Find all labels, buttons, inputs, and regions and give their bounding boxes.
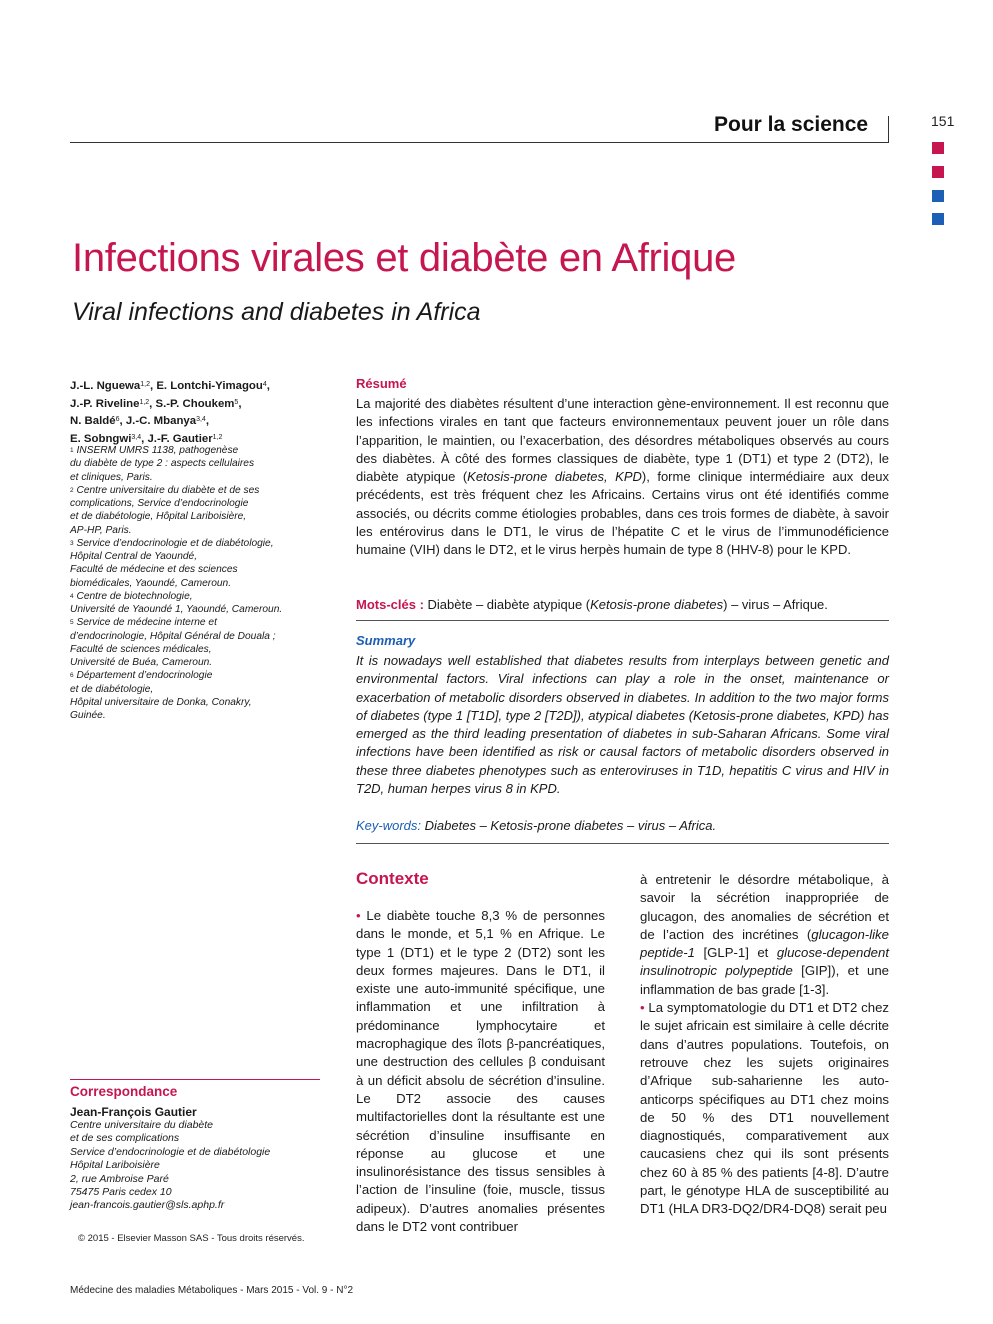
- article-subtitle: Viral infections and diabetes in Africa: [72, 298, 481, 326]
- resume-text: [356, 395, 889, 560]
- correspondence-line: Centre universitaire du diabète: [70, 1119, 214, 1131]
- affiliation-text: Service d’endocrinologie et de diabétologie, Hôpital Central de Yaoundé, Faculté de médecine et des sciences biomédicales, Yaoundé, Cameroun.: [70, 537, 274, 589]
- body-column-2: [640, 871, 889, 1219]
- author-sep: ,: [266, 380, 270, 392]
- paragraph-text: La symptomatologie du DT1 et DT2 chez le sujet africain est similaire à celle décrite dans d’autres populations. Toutefois, on retrouve chez les sujets originaires d’Afrique sub-saharienne les auto-anticorps spécifiques au DT1 chez moins de 50 % des DT1 nouvellement diagnostiqués, comparativement aux caucasiens chez qui ils sont présents chez 60 à 85 % des patients [4-8]. D’autre part, le génotype HLA de susceptibilité au DT1 (HLA DR3-DQ2/DR4-DQ8) serait peu: [640, 1000, 889, 1217]
- paragraph-text: Le diabète touche 8,3 % de personnes dans le monde, et 5,1 % en Afrique. Le type 1 (DT1) et le type 2 (DT2) sont les deux formes majeures. Dans le DT1, il existe une auto-immunité spécifique, une inflammation et une infiltration à prédominance lymphocytaire et macrophagique des îlots β-pancréatiques, une destruction des cellules β conduisant à un déficit absolu de sécrétion d’insuline. Le DT2 associe des causes multifactorielles dont la résultante est une sécrétion d’insuline insuffisante en réponse au glucose et une insulinorésistance des tissus sensibles à l’action de l’insuline (foie, muscle, tissus adipeux). D’autres anomalies présentes dans le DT2 vont contribuer: [356, 908, 605, 1235]
- author-sup: 1,2: [139, 398, 150, 406]
- affiliation-num: 6: [70, 672, 74, 680]
- page-number: 151: [931, 113, 955, 129]
- resume-heading: Résumé: [356, 376, 407, 391]
- author: , J.-F. Gautier: [141, 432, 213, 445]
- section-label: Pour la science: [714, 113, 869, 136]
- correspondence-line: 2, rue Ambroise Paré: [70, 1172, 169, 1185]
- affiliation-item: [70, 590, 332, 617]
- decor-square-4: [932, 213, 944, 225]
- paragraph-italic: glucagon-like peptide-1: [640, 926, 889, 961]
- affiliation-item: [70, 669, 332, 722]
- paragraph-text: à entretenir le désordre métabolique, à savoir la sécrétion inappropriée de glucagon, des anomalies de sécrétion et de l’action des incrétines (: [640, 872, 889, 942]
- header-divider-vertical: [888, 116, 889, 143]
- affiliation-text: INSERM UMRS 1138, pathogenèse du diabète de type 2 : aspects cellulaires et cliniques, Paris.: [70, 445, 255, 483]
- affiliation-item: [70, 616, 332, 669]
- resume-text-part: La majorité des diabètes résultent d’une interaction gène-environnement. Il est reconnu que les infections virales en tant que facteurs environnementaux peuvent jouer un rôle dans l’apparition, le maintien, ou l’exacerbation, des désordres métaboliques observés au cours des diabètes. À côté des formes classiques de diabète, type 1 (DT1) et type 2 (DT2), le diabète atypique (: [356, 396, 889, 485]
- author-sep: ,: [205, 415, 209, 428]
- summary-keywords: [356, 818, 716, 833]
- affiliation-num: 2: [70, 486, 74, 494]
- author-sup: 1,2: [212, 433, 223, 441]
- keywords-label: Key-words:: [356, 818, 422, 833]
- body-paragraph: [356, 907, 605, 1236]
- author: N. Baldé: [70, 415, 116, 428]
- body-paragraph: [640, 871, 889, 999]
- author: J.-L. Nguewa: [70, 380, 141, 392]
- resume-keywords: [356, 597, 828, 612]
- correspondence-heading: Correspondance: [70, 1084, 178, 1099]
- author-sup: 5: [234, 398, 239, 406]
- decor-square-2: [932, 166, 944, 178]
- body-paragraph: [640, 999, 889, 1219]
- affiliation-text: Centre de biotechnologie, Université de Yaoundé 1, Yaoundé, Cameroun.: [70, 590, 283, 615]
- keywords-text: Diabetes – Ketosis-prone diabetes – virus – Africa.: [421, 818, 717, 833]
- header-rule: [70, 142, 888, 143]
- affiliation-text: Service de médecine interne et d’endocrinologie, Hôpital Général de Douala ; Faculté de sciences médicales, Université de Buéa, Cameroun.: [70, 617, 276, 668]
- author-sup: 3,4: [131, 433, 142, 441]
- summary-heading: Summary: [356, 633, 416, 648]
- resume-text-italic: Ketosis-prone diabetes, KPD: [467, 469, 642, 485]
- affiliation-text: Centre universitaire du diabète et de ses complications, Service d’endocrinologie et de diabétologie, Hôpital Lariboisière, AP-HP, Paris.: [70, 484, 260, 536]
- decor-square-3: [932, 190, 944, 202]
- correspondence-name: Jean-François Gautier: [70, 1105, 197, 1119]
- affiliation-text: Département d’endocrinologie et de diabétologie, Hôpital universitaire de Donka, Conakry, Guinée.: [70, 670, 252, 721]
- affiliations: [70, 444, 332, 722]
- copyright: © 2015 - Elsevier Masson SAS - Tous droits réservés.: [78, 1233, 305, 1244]
- affiliation-num: 1: [70, 447, 74, 454]
- author: , S.-P. Choukem: [149, 397, 235, 410]
- affiliation-num: 3: [70, 539, 74, 547]
- author: J.-P. Riveline: [70, 397, 140, 410]
- abstract-divider: [356, 620, 889, 621]
- keywords-italic: Ketosis-prone diabetes: [590, 597, 724, 612]
- paragraph-text: [GIP]), et une inflammation de bas grade [1-3].: [640, 963, 889, 997]
- decor-square-1: [932, 142, 944, 154]
- correspondence-rule: [70, 1079, 320, 1080]
- section-heading-contexte: Contexte: [356, 869, 429, 888]
- journal-footer: Médecine des maladies Métaboliques - Mars 2015 - Vol. 9 - N°2: [70, 1285, 354, 1296]
- summary-text: It is nowadays well established that diabetes results from interplays between genetic and environmental factors. Viral infections can play a role in the onset, maintenance or exacerbation of metabolic disorders observed in diabetes. In addition to the two major forms of diabetes (type 1 [T1D], type 2 [T2D]), atypical diabetes (Ketosis-prone diabetes, KPD) has emerged as the third leading presentation of diabetes in sub-Saharan Africans. Some viral infections have been identified as risk or causal factors of metabolic disorders observed in these three diabetes phenotypes such as enteroviruses in T1D, hepatitis C virus and HIV in T2D, human herpes virus 8 in KPD.: [356, 653, 889, 797]
- correspondence-line: 75475 Paris cedex 10: [70, 1186, 172, 1199]
- author-sep: ,: [238, 397, 242, 410]
- correspondence-line: Service d’endocrinologie et de diabétologie: [70, 1145, 271, 1158]
- correspondence-line: Hôpital Lariboisière: [70, 1159, 160, 1172]
- affiliation-item: [70, 484, 332, 537]
- correspondence-address: [70, 1119, 330, 1213]
- author: , J.-C. Mbanya: [119, 415, 197, 428]
- correspondence-line: et de ses complications: [70, 1132, 180, 1145]
- affiliation-num: 4: [70, 592, 74, 600]
- paragraph-text: [GLP-1] et: [695, 945, 777, 961]
- author-sup: 1,2: [140, 381, 150, 388]
- affiliation-item: [70, 444, 332, 484]
- body-column-1: [356, 907, 605, 1236]
- author-sup: 6: [115, 416, 120, 424]
- article-title: Infections virales et diabète en Afrique: [72, 236, 736, 280]
- author-list: [70, 378, 332, 448]
- keywords-text: ) – virus – Afrique.: [723, 597, 828, 612]
- keywords-text: Diabète – diabète atypique (: [423, 597, 591, 612]
- author-sup: 4: [262, 381, 267, 388]
- bullet-icon: •: [640, 1000, 645, 1016]
- correspondence-email[interactable]: jean-francois.gautier@sls.aphp.fr: [70, 1199, 225, 1212]
- affiliation-item: [70, 537, 332, 590]
- author: , E. Lontchi-Yimagou: [150, 380, 263, 392]
- abstract-divider: [356, 843, 889, 844]
- keywords-label: Mots-clés :: [356, 597, 424, 612]
- author: E. Sobngwi: [70, 432, 132, 445]
- author-sup: 3,4: [196, 416, 206, 424]
- bullet-icon: •: [356, 908, 361, 923]
- paragraph-italic: glucose-dependent insulinotropic polypeptide: [640, 945, 889, 979]
- affiliation-num: 5: [70, 619, 74, 627]
- resume-text-part: ), forme clinique intermédiaire aux deux précédents, est très fréquent chez les Africains. Certains virus ont été identifiés comme associés, ou décrits comme étiologies probables, dans ces trois formes de diabète, à savoir les entérovirus dans le DT1, le virus de l’hépatite C et le virus de l’immunodéficience humaine (VIH) dans le DT2, et le virus herpès humain de type 8 (HHV-8) pour le KPD.: [356, 469, 889, 558]
